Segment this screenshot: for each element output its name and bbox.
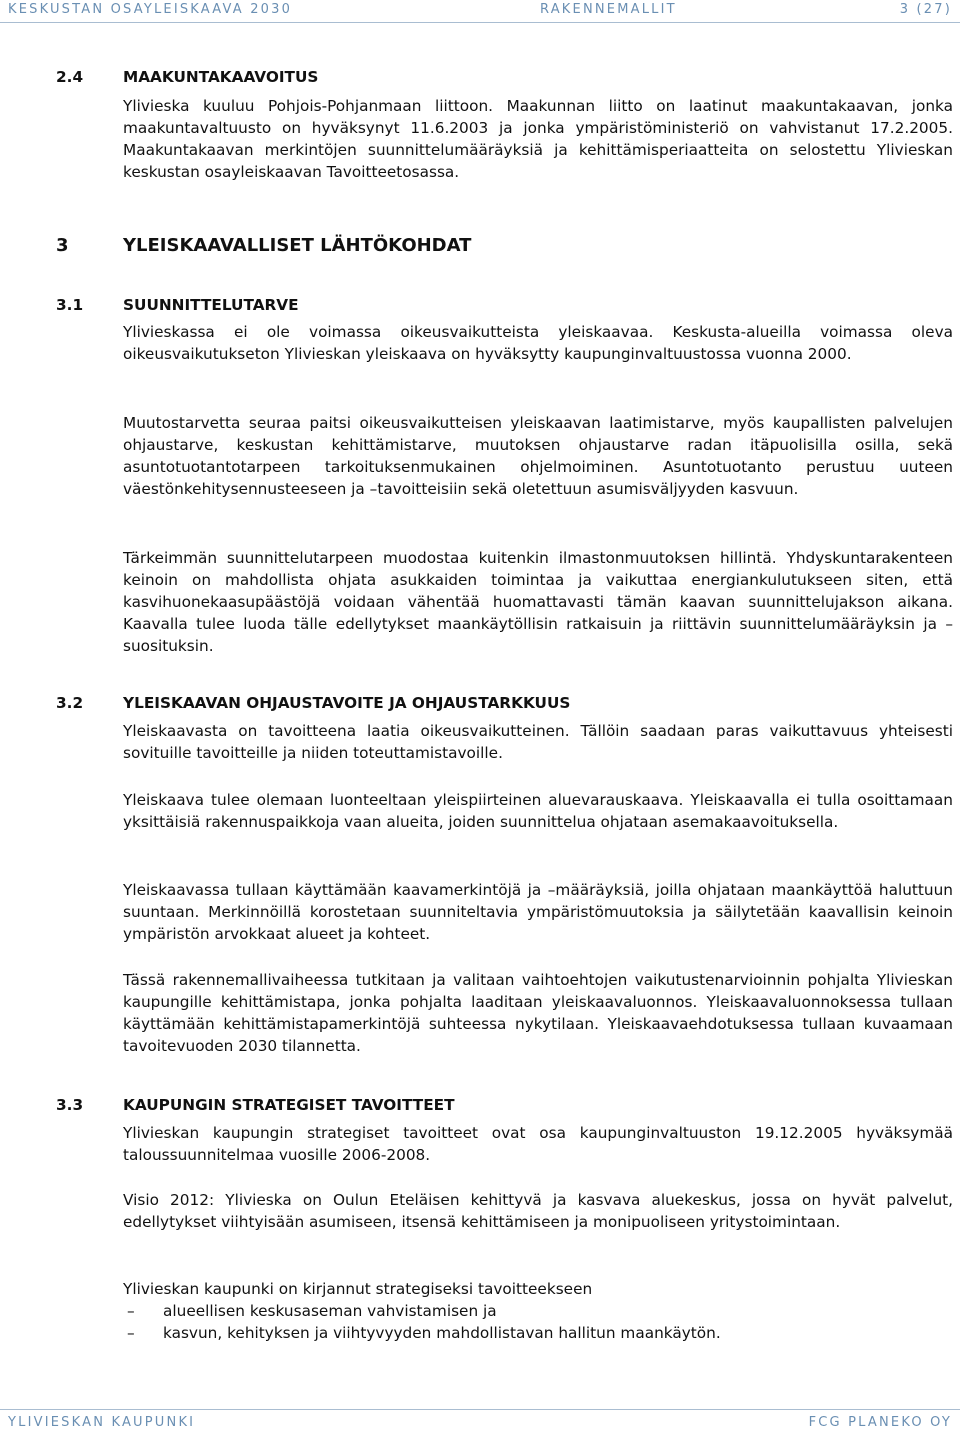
- footer-organization: YLIVIESKAN KAUPUNKI: [8, 1415, 196, 1430]
- paragraph-3-1-2: Muutostarvetta seuraa paitsi oikeusvaikutteisen yleiskaavan laatimistarve, myös kaupallisten palvelujen ohjaustarve, keskustan kehittämistarve, muutoksen ohjaustarve radan itäpuolisilla osilla, sekä asuntotuotantotarpeen tarkoituksenmukainen ohjelmoiminen. Asuntotuotanto perustuu uuteen väestönkehitysennusteeseen ja –tavoitteisiin sekä oletettuun asumisväljyyden kasvuun.: [123, 414, 953, 498]
- header-document-title: KESKUSTAN OSAYLEISKAAVA 2030: [8, 2, 293, 17]
- footer-rule: [0, 1409, 960, 1410]
- paragraph-3-2-4: Tässä rakennemallivaiheessa tutkitaan ja valitaan vaihtoehtojen vaikutustenarvioinnin pohjalta Ylivieskan kaupungille kehittämistapa, jonka pohjalta laaditaan yleiskaavaluonnos. Yleiskaavaluonnoksessa tullaan käyttämään kehittämistapamerkintöjä suhteessa nykytilaan. Yleiskaavaehdotuksessa tullaan kuvaamaan tavoitevuoden 2030 tilannetta.: [123, 971, 953, 1055]
- heading-number: 3.2: [56, 694, 84, 712]
- heading-title: YLEISKAAVALLISET LÄHTÖKOHDAT: [123, 235, 472, 256]
- heading-number: 3: [56, 235, 69, 256]
- footer-consultant: FCG PLANEKO OY: [808, 1415, 952, 1430]
- paragraph-3-3-1: Ylivieskan kaupungin strategiset tavoitteet ovat osa kaupunginvaltuuston 19.12.2005 hyväksymää taloussuunnitelmaa vuosille 2006-2008.: [123, 1124, 953, 1164]
- heading-title: YLEISKAAVAN OHJAUSTAVOITE JA OHJAUSTARKKUUS: [123, 694, 571, 712]
- list-item: [123, 1322, 953, 1344]
- header-page-number: 3 (27): [899, 2, 952, 17]
- paragraph-2-4-1: Ylivieska kuuluu Pohjois-Pohjanmaan liittoon. Maakunnan liitto on laatinut maakuntakaavan, jonka maakuntavaltuusto on hyväksynyt 11.6.2003 ja jonka ympäristöministeriö on vahvistanut 17.2.2005. Maakuntakaavan merkintöjen suunnittelumääräyksiä ja kehittämisperiaatteita on selostettu Ylivieskan keskustan osayleiskaavan Tavoitteetosassa.: [123, 97, 953, 181]
- heading-number: 2.4: [56, 68, 84, 86]
- heading-number: 3.1: [56, 296, 84, 314]
- dash-bullet: –: [127, 1324, 135, 1342]
- list-item: [123, 1300, 953, 1322]
- paragraph-3-2-3: Yleiskaavassa tullaan käyttämään kaavamerkintöjä ja –määräyksiä, joilla ohjataan maankäyttöä haluttuun suuntaan. Merkinnöillä korostetaan suunniteltavia ympäristömuutoksia ja säilytetään kaavallisin keinoin ympäristön arvokkaat alueet ja kohteet.: [123, 881, 953, 943]
- page-footer: [8, 1415, 952, 1433]
- strategy-bullet-list: [123, 1300, 953, 1344]
- dash-bullet: –: [127, 1302, 135, 1320]
- list-item-text: kasvun, kehityksen ja viihtyvyyden mahdollistavan hallitun maankäytön.: [163, 1324, 721, 1342]
- heading-2-4: [56, 66, 956, 88]
- heading-3-3: [56, 1094, 956, 1116]
- page-header: [8, 2, 952, 20]
- paragraph-3-1-3: Tärkeimmän suunnittelutarpeen muodostaa kuitenkin ilmastonmuutoksen hillintä. Yhdyskuntarakenteen keinoin on mahdollista ohjata asukkaiden toimintaa ja vaikuttaa energiankulutukseen siten, että kasvihuonekaasupäästöjä voidaan vähentää huomattavasti tämän kaavan suunnittelujakson aikana. Kaavalla tulee luoda tälle edellytykset maankäytöllisin ratkaisuin ja riittävin suunnittelumääräyksin ja –suosituksin.: [123, 549, 953, 655]
- paragraph-3-2-1: Yleiskaavasta on tavoitteena laatia oikeusvaikutteinen. Tällöin saadaan paras vaikuttavuus yhteisesti sovituille tavoitteille ja niiden toteuttamistavoille.: [123, 722, 953, 762]
- paragraph-3-3-3: Ylivieskan kaupunki on kirjannut strategiseksi tavoitteekseen: [123, 1280, 593, 1298]
- heading-3-2: [56, 692, 956, 714]
- heading-title: SUUNNITTELUTARVE: [123, 296, 299, 314]
- header-section-title: RAKENNEMALLIT: [540, 2, 677, 17]
- heading-number: 3.3: [56, 1096, 84, 1114]
- header-rule: [0, 22, 960, 23]
- heading-3: [56, 234, 956, 258]
- paragraph-3-3-2: Visio 2012: Ylivieska on Oulun Eteläisen kehittyvä ja kasvava aluekeskus, jossa on hyvät palvelut, edellytykset viihtyisään asumiseen, itsensä kehittämiseen ja monipuoliseen yritystoimintaan.: [123, 1191, 953, 1231]
- heading-3-1: [56, 294, 956, 316]
- heading-title: KAUPUNGIN STRATEGISET TAVOITTEET: [123, 1096, 455, 1114]
- paragraph-3-1-1: Ylivieskassa ei ole voimassa oikeusvaikutteista yleiskaavaa. Keskusta-alueilla voimassa oleva oikeusvaikutukseton Ylivieskan yleiskaava on hyväksytty kaupunginvaltuustossa vuonna 2000.: [123, 323, 953, 363]
- heading-title: MAAKUNTAKAAVOITUS: [123, 68, 319, 86]
- paragraph-3-2-2: Yleiskaava tulee olemaan luonteeltaan yleispiirteinen aluevarauskaava. Yleiskaavalla ei tulla osoittamaan yksittäisiä rakennuspaikkoja vaan alueita, joiden suunnittelua ohjataan asemakaavoituksella.: [123, 791, 953, 831]
- list-item-text: alueellisen keskusaseman vahvistamisen ja: [163, 1302, 497, 1320]
